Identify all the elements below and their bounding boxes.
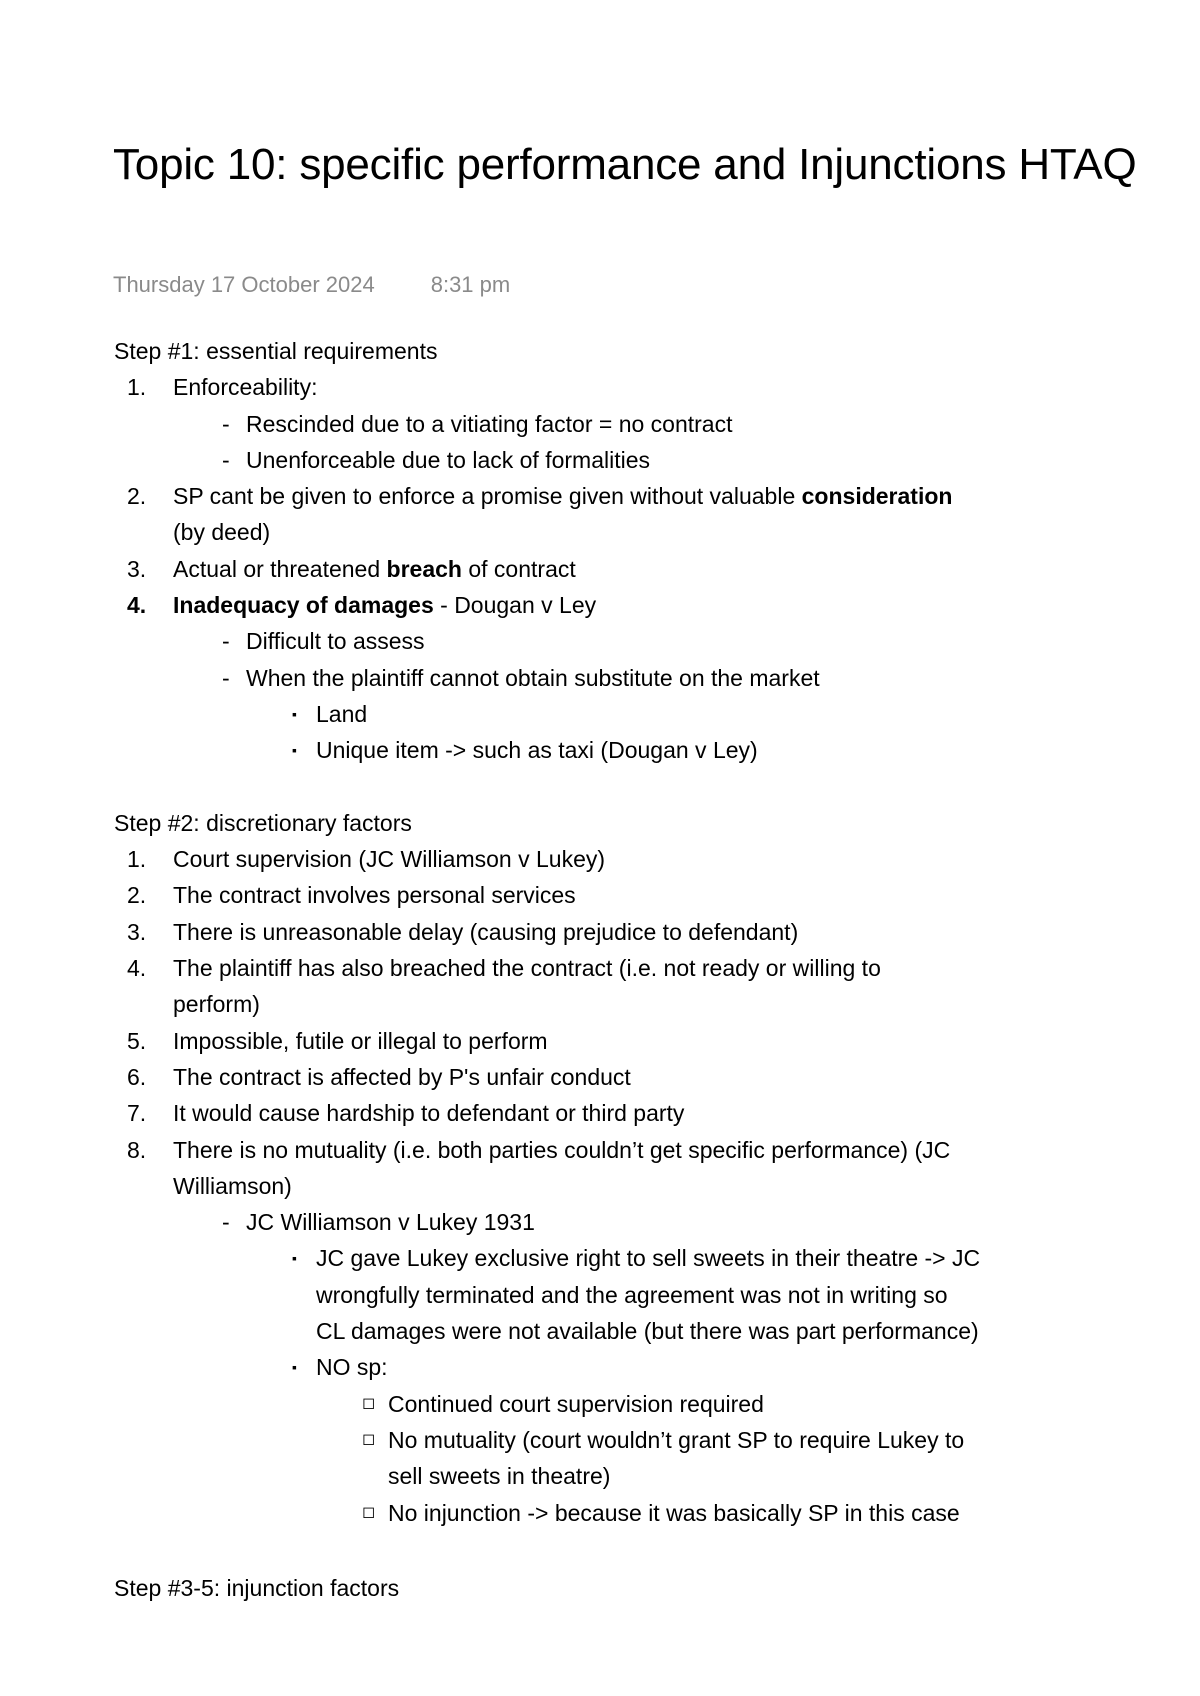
list-item-continuation: perform) bbox=[173, 991, 260, 1018]
bullet-item: - When the plaintiff cannot obtain substitute on the market bbox=[222, 664, 820, 691]
checkbox-item: ◻ No injunction -> because it was basically SP in this case bbox=[114, 1495, 1134, 1531]
page-title: Topic 10: specific performance and Injunctions HTAQ bbox=[113, 140, 1137, 189]
list-item-continuation: (by deed) bbox=[173, 519, 271, 546]
list-item: 5. Impossible, futile or illegal to perform bbox=[127, 1027, 548, 1054]
note-time: 8:31 pm bbox=[430, 272, 511, 297]
bullet-item: - Unenforceable due to lack of formalities bbox=[222, 446, 650, 473]
note-body bbox=[114, 333, 1134, 1531]
step3-heading-partial: Step #3-5: injunction factors bbox=[114, 1575, 400, 1601]
sub-bullet-item: ▪ JC gave Lukey exclusive right to sell sweets in their theatre -> JC bbox=[292, 1245, 981, 1272]
list-item: 3. Actual or threatened breach of contract bbox=[127, 555, 576, 582]
sub-bullet-continuation: wrongfully terminated and the agreement was not in writing so bbox=[316, 1281, 948, 1308]
square-bullet-icon: ◻ bbox=[362, 1503, 376, 1521]
list-item: 7. It would cause hardship to defendant or third party bbox=[127, 1100, 685, 1127]
checkbox-item-continuation: sell sweets in theatre) bbox=[388, 1463, 611, 1490]
checkbox-item: ◻ No mutuality (court wouldn’t grant SP to require Lukey to bbox=[114, 1422, 1134, 1458]
list-item: 6. The contract is affected by P's unfair conduct bbox=[127, 1063, 631, 1090]
note-timestamp bbox=[113, 272, 510, 298]
list-item: 3. There is unreasonable delay (causing prejudice to defendant) bbox=[127, 918, 799, 945]
list-item: 2. SP cant be given to enforce a promise given without valuable consideration bbox=[127, 483, 953, 510]
bullet-item: - Difficult to assess bbox=[222, 628, 425, 655]
list-item: 1. Enforceability: bbox=[127, 374, 318, 401]
spacer bbox=[114, 769, 1134, 805]
list-item: 8. There is no mutuality (i.e. both parties couldn’t get specific performance) (JC bbox=[127, 1136, 951, 1163]
list-item: 1. Court supervision (JC Williamson v Lukey) bbox=[127, 846, 606, 873]
list-item: 4. The plaintiff has also breached the contract (i.e. not ready or willing to bbox=[127, 955, 881, 982]
sub-bullet-continuation: CL damages were not available (but there was part performance) bbox=[316, 1318, 979, 1345]
sub-bullet-item: ▪ Land bbox=[292, 700, 368, 727]
list-item: 4. Inadequacy of damages - Dougan v Ley bbox=[127, 592, 597, 619]
square-bullet-icon: ◻ bbox=[362, 1430, 376, 1448]
checkbox-item: ◻ Continued court supervision required bbox=[114, 1386, 1134, 1422]
list-item-continuation: Williamson) bbox=[173, 1172, 292, 1199]
sub-bullet-item: ▪ Unique item -> such as taxi (Dougan v Ley) bbox=[292, 737, 758, 764]
note-date: Thursday 17 October 2024 bbox=[113, 272, 375, 297]
step1-heading: Step #1: essential requirements bbox=[114, 338, 438, 364]
bullet-item: - Rescinded due to a vitiating factor = no contract bbox=[222, 410, 733, 437]
sub-bullet-item: ▪ NO sp: bbox=[292, 1354, 388, 1381]
square-bullet-icon: ◻ bbox=[362, 1394, 376, 1412]
bullet-item: - JC Williamson v Lukey 1931 bbox=[222, 1209, 535, 1236]
list-item: 2. The contract involves personal services bbox=[127, 882, 576, 909]
step2-heading: Step #2: discretionary factors bbox=[114, 809, 412, 836]
